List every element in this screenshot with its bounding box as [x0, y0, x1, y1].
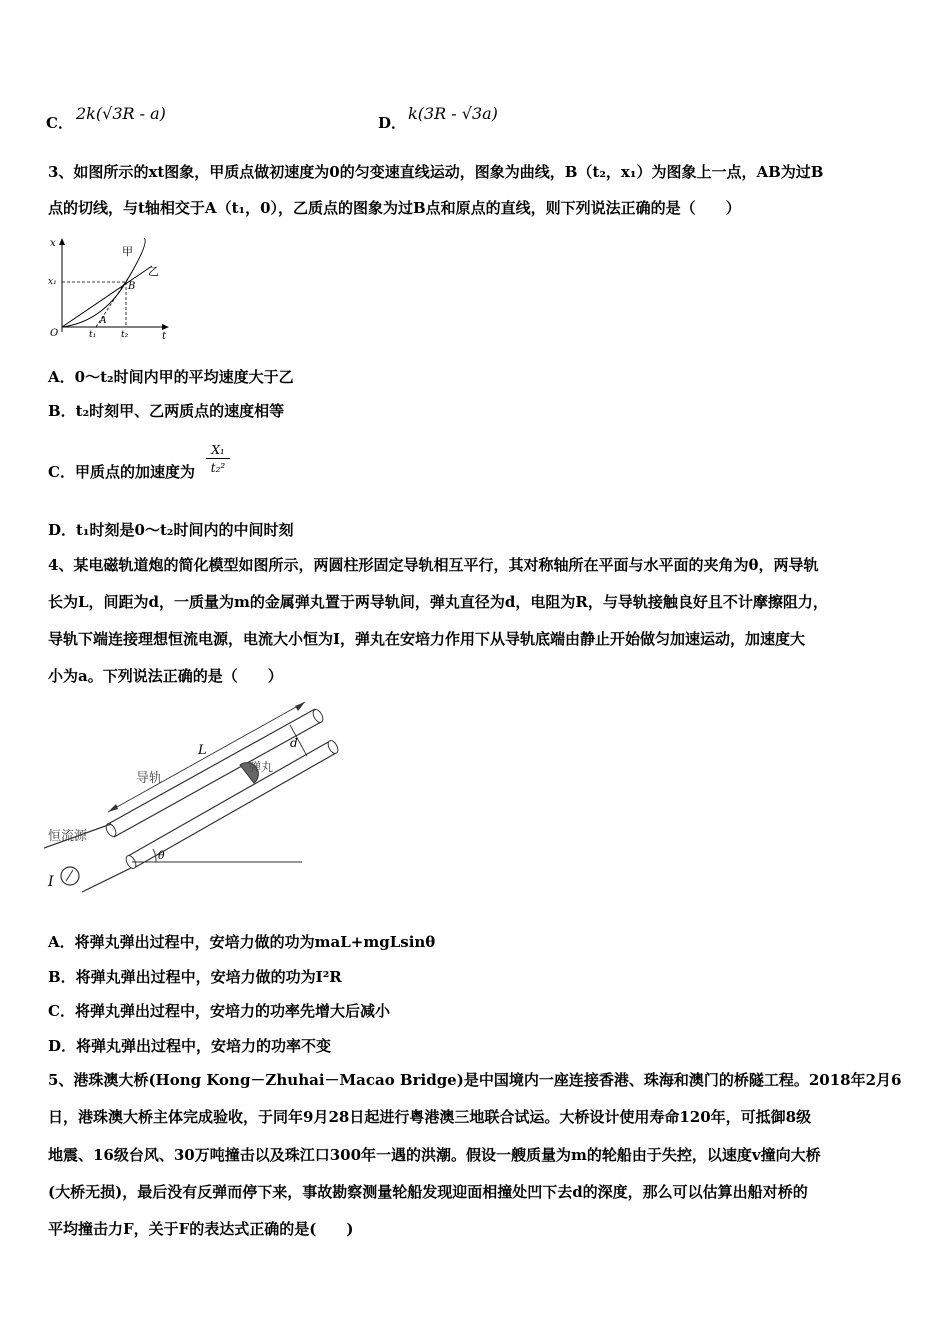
- q2-option-c-label: C．: [46, 114, 73, 132]
- q4-stem-line-1: 4、某电磁轨道炮的简化模型如图所示，两圆柱形固定导轨相互平行，其对称轴所在平面与水平面的夹角为θ，两导轨: [48, 556, 819, 574]
- source-label: 恒流源: [48, 829, 88, 844]
- q5-line-1: 5、港珠澳大桥(Hong Kong－Zhuhai－Macao Bridge)是中国境内一座连接香港、珠海和澳门的桥隧工程。2018年2月6: [48, 1071, 902, 1089]
- y-axis-arrow: [59, 238, 65, 245]
- q3-option-c-fraction: [206, 442, 230, 477]
- q4-stem-line-4: 小为a。下列说法正确的是（ ）: [48, 667, 283, 685]
- angle-arc: [153, 849, 156, 862]
- q3-option-d: D．t₁时刻是0～t₂时间内的中间时刻: [48, 521, 294, 539]
- t2-label: t₂: [121, 330, 129, 340]
- q2-option-c: [46, 112, 73, 133]
- q3-option-a: A．0～t₂时间内甲的平均速度大于乙: [48, 368, 294, 386]
- source-tube-edge-2: [82, 868, 131, 892]
- q4-stem-line-2: 长为L，间距为d，一质量为m的金属弹丸置于两导轨间，弹丸直径为d，电阻为R，与导轨接触良好且不计摩擦阻力，: [48, 593, 828, 611]
- curve-jia-label: 甲: [122, 245, 133, 258]
- bullet-label: 弹丸: [249, 760, 274, 774]
- current-label: I: [48, 874, 54, 890]
- q3-option-b: B．t₂时刻甲、乙两质点的速度相等: [48, 402, 285, 420]
- spacing-label: d: [290, 736, 298, 750]
- upper-rail-edge-1: [108, 709, 315, 824]
- y-axis-label: x: [50, 238, 56, 249]
- t1-label: t₁: [89, 330, 97, 340]
- q4-railgun-figure: [44, 698, 344, 898]
- q4-stem-line-3: 导轨下端连接理想恒流电源，电流大小恒为I，弹丸在安培力作用下从导轨底端由静止开始做匀加速运动，加速度大: [48, 630, 806, 648]
- q3-option-c: C．甲质点的加速度为: [48, 463, 195, 481]
- line-yi: [62, 266, 152, 327]
- q2-option-c-expression: 2k(√3R - a): [76, 104, 166, 123]
- length-label: L: [198, 743, 207, 758]
- origin-label: O: [50, 328, 59, 339]
- rail-label: 导轨: [136, 771, 163, 786]
- point-a-label: A: [100, 316, 107, 326]
- q2-option-d-expression: k(3R - √3a): [408, 104, 498, 123]
- point-b-label: B: [128, 281, 136, 292]
- q4-option-b: B．将弹丸弹出过程中，安培力做的功为I²R: [48, 968, 342, 986]
- q3-stem-line-2: 点的切线，与t轴相交于A（t₁，0），乙质点的图象为过B点和原点的直线，则下列说法正确的是（ ）: [48, 199, 741, 217]
- q4-option-c: C．将弹丸弹出过程中，安培力的功率先增大后减小: [48, 1002, 390, 1020]
- fraction-numerator: X₁: [206, 442, 230, 459]
- x-axis-label: t: [162, 331, 167, 342]
- line-yi-label: 乙: [148, 265, 159, 278]
- q3-stem-line-1: 3、如图所示的xt图象，甲质点做初速度为0的匀变速直线运动，图象为曲线，B（t₂，x₁）为图象上一点，AB为过B: [48, 163, 824, 181]
- q4-option-a: A．将弹丸弹出过程中，安培力做的功为maL+mgLsinθ: [48, 933, 436, 951]
- q5-line-3: 地震、16级台风、30万吨撞击以及珠江口300年一遇的洪潮。假设一艘质量为m的轮船由于失控，以速度v撞向大桥: [48, 1146, 821, 1164]
- q4-option-d: D．将弹丸弹出过程中，安培力的功率不变: [48, 1037, 332, 1055]
- q5-line-5: 平均撞击力F，关于F的表达式正确的是( ): [48, 1220, 354, 1238]
- lower-rail-edge-1: [128, 741, 330, 856]
- x1-label: x₁: [48, 277, 57, 287]
- fraction-denominator: t₂²: [210, 461, 226, 475]
- length-arrow-low: [108, 804, 118, 812]
- q3-xt-graph: [40, 232, 175, 342]
- angle-label: θ: [158, 849, 165, 862]
- x-axis-arrow: [162, 324, 169, 330]
- q5-line-4: (大桥无损)，最后没有反弹而停下来，事故勘察测量轮船发现迎面相撞处凹下去d的深度，那么可以估算出船对桥的: [48, 1183, 808, 1201]
- length-arrow-high: [295, 702, 305, 711]
- q2-option-d: [378, 112, 406, 133]
- q2-option-d-label: D．: [378, 114, 407, 132]
- current-source-symbol: [61, 867, 79, 885]
- q5-line-2: 日，港珠澳大桥主体完成验收，于同年9月28日起进行粤港澳三地联合试运。大桥设计使用寿命120年，可抵御8级: [48, 1108, 812, 1126]
